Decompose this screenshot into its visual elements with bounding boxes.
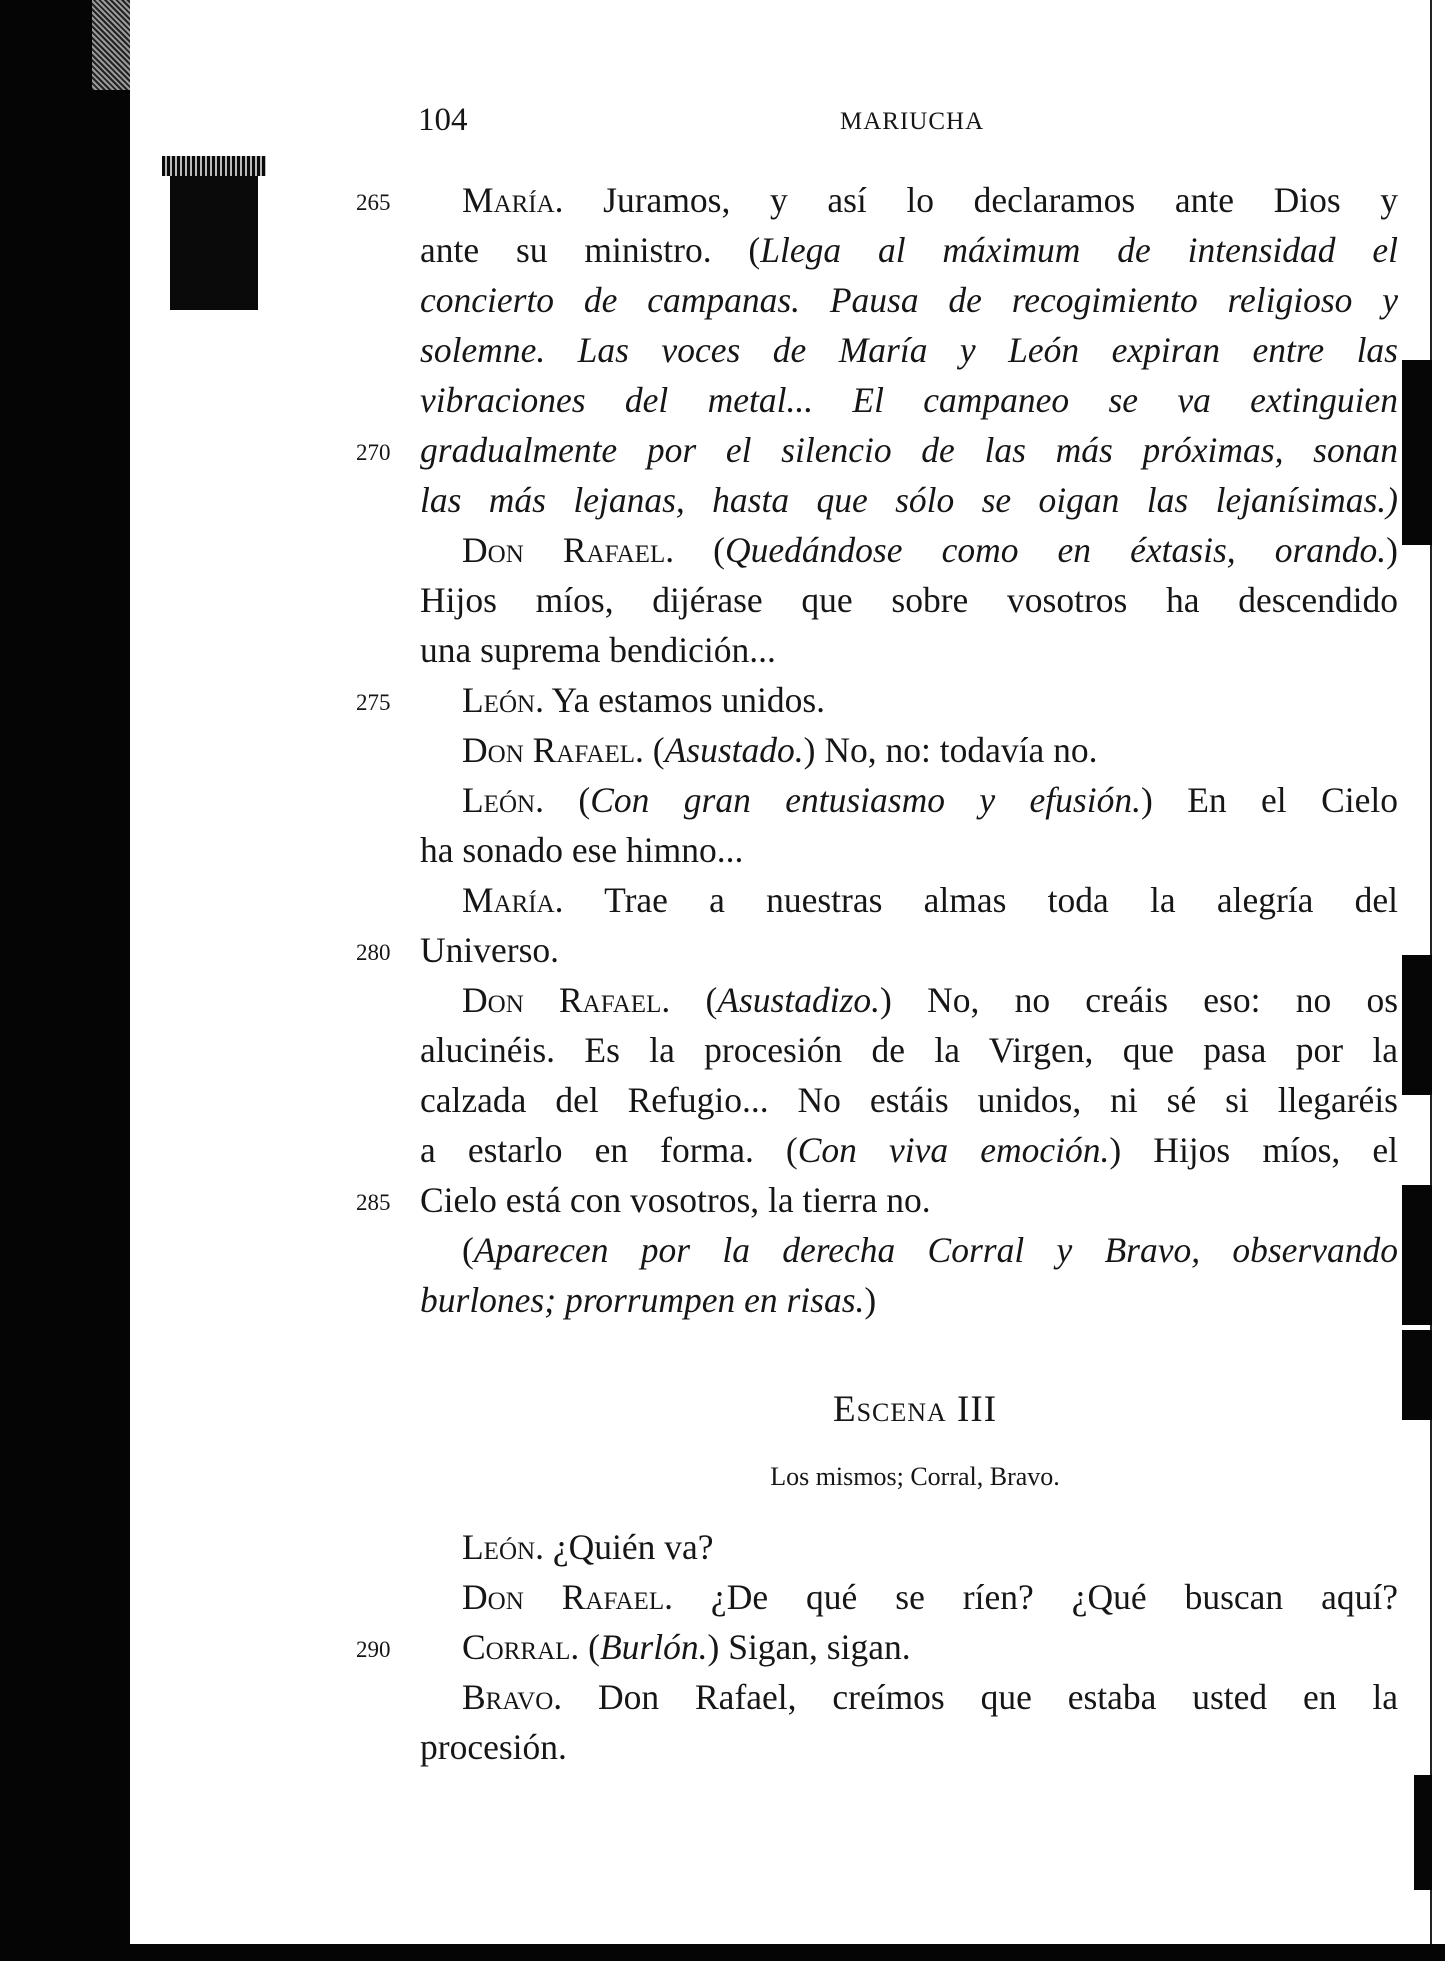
edge-shadow: [1402, 955, 1432, 1095]
text-line: alucinéis. Es la procesión de la Virgen, que pasa por la: [420, 1030, 1398, 1070]
clip-mark: [170, 160, 258, 310]
text-line: (Aparecen por la derecha Corral y Bravo, observando: [462, 1230, 1398, 1270]
line-number: 290: [356, 1637, 391, 1662]
text-line: Don Rafael. (Quedándose como en éxtasis, orando.): [462, 530, 1398, 570]
speaker: Don Rafael.: [462, 530, 675, 570]
edge-shadow: [1402, 360, 1432, 545]
text-line: Don Rafael. ¿De qué se ríen? ¿Qué buscan aquí?: [462, 1577, 1399, 1617]
speaker: Corral.: [462, 1627, 580, 1667]
scene-heading: Escena III: [832, 1389, 998, 1430]
page-number: 104: [418, 102, 468, 138]
text-line: una suprema bendición...: [420, 630, 776, 670]
text-line: concierto de campanas. Pausa de recogimiento religioso y: [420, 280, 1398, 320]
text-line: ante su ministro. (Llega al máximum de intensidad el: [420, 230, 1398, 270]
text-line: 290 Corral. (Burlón.) Sigan, sigan.: [420, 1622, 1398, 1672]
text-line: Don Rafael. (Asustado.) No, no: todavía no.: [462, 730, 1098, 770]
text-line: María. Trae a nuestras almas toda la alegría del: [462, 880, 1398, 920]
scan-noise: [92, 0, 130, 90]
scan-left-margin: [0, 0, 130, 1961]
cast-list: Los mismos; Corral, Bravo.: [770, 1462, 1060, 1491]
speaker: Don Rafael.: [462, 980, 671, 1020]
text-line: solemne. Las voces de María y León expiran entre las: [420, 330, 1398, 370]
edge-shadow: [1402, 1185, 1432, 1325]
running-title: MARIUCHA: [840, 108, 985, 135]
speaker: León.: [462, 1527, 544, 1567]
text-line: Don Rafael. (Asustadizo.) No, no creáis eso: no os: [462, 980, 1399, 1020]
text-line: 280 Universo.: [420, 925, 1398, 975]
speaker: María.: [462, 880, 564, 920]
line-number: 275: [356, 690, 391, 715]
text-line: las más lejanas, hasta que sólo se oigan las lejanísimas.): [420, 480, 1398, 520]
text-line: Hijos míos, dijérase que sobre vosotros ha descendido: [420, 580, 1398, 620]
line-number: 285: [356, 1190, 391, 1215]
running-head: [0, 102, 1445, 142]
speaker: León.: [462, 780, 544, 820]
text-line: ha sonado ese himno...: [420, 830, 744, 870]
text-line: vibraciones del metal... El campaneo se va extinguien: [420, 380, 1398, 420]
speaker: Don Rafael.: [462, 730, 644, 770]
scan-bottom-margin: [0, 1944, 1445, 1961]
text-line: León. ¿Quién va?: [462, 1527, 714, 1567]
text-line: León. (Con gran entusiasmo y efusión.) En el Cielo: [462, 780, 1398, 820]
text-line: calzada del Refugio... No estáis unidos, ni sé si llegaréis: [420, 1080, 1398, 1120]
line-number: 270: [356, 440, 391, 465]
speaker: Bravo.: [462, 1677, 563, 1717]
text-line: procesión.: [420, 1727, 567, 1767]
text-block-2: [356, 1522, 1399, 1772]
text-line: 270 gradualmente por el silencio de las más próximas, sonan: [420, 425, 1398, 475]
text-block-1: [356, 175, 1399, 1325]
edge-shadow: [1414, 1775, 1432, 1890]
text-line: a estarlo en forma. (Con viva emoción.) Hijos míos, el: [420, 1130, 1398, 1170]
text-line: 285 Cielo está con vosotros, la tierra no.: [420, 1175, 1398, 1225]
speaker: León.: [462, 680, 544, 720]
speaker: Don Rafael.: [462, 1577, 673, 1617]
text-line: Bravo. Don Rafael, creímos que estaba usted en la: [462, 1677, 1398, 1717]
speaker: María.: [462, 180, 564, 220]
text-line: burlones; prorrumpen en risas.): [420, 1280, 877, 1320]
line-number: 265: [356, 190, 391, 215]
text-line: 275 León. Ya estamos unidos.: [420, 675, 1398, 725]
text-line: 265 María. Juramos, y así lo declaramos ante Dios y: [420, 175, 1398, 225]
line-number: 280: [356, 940, 391, 965]
